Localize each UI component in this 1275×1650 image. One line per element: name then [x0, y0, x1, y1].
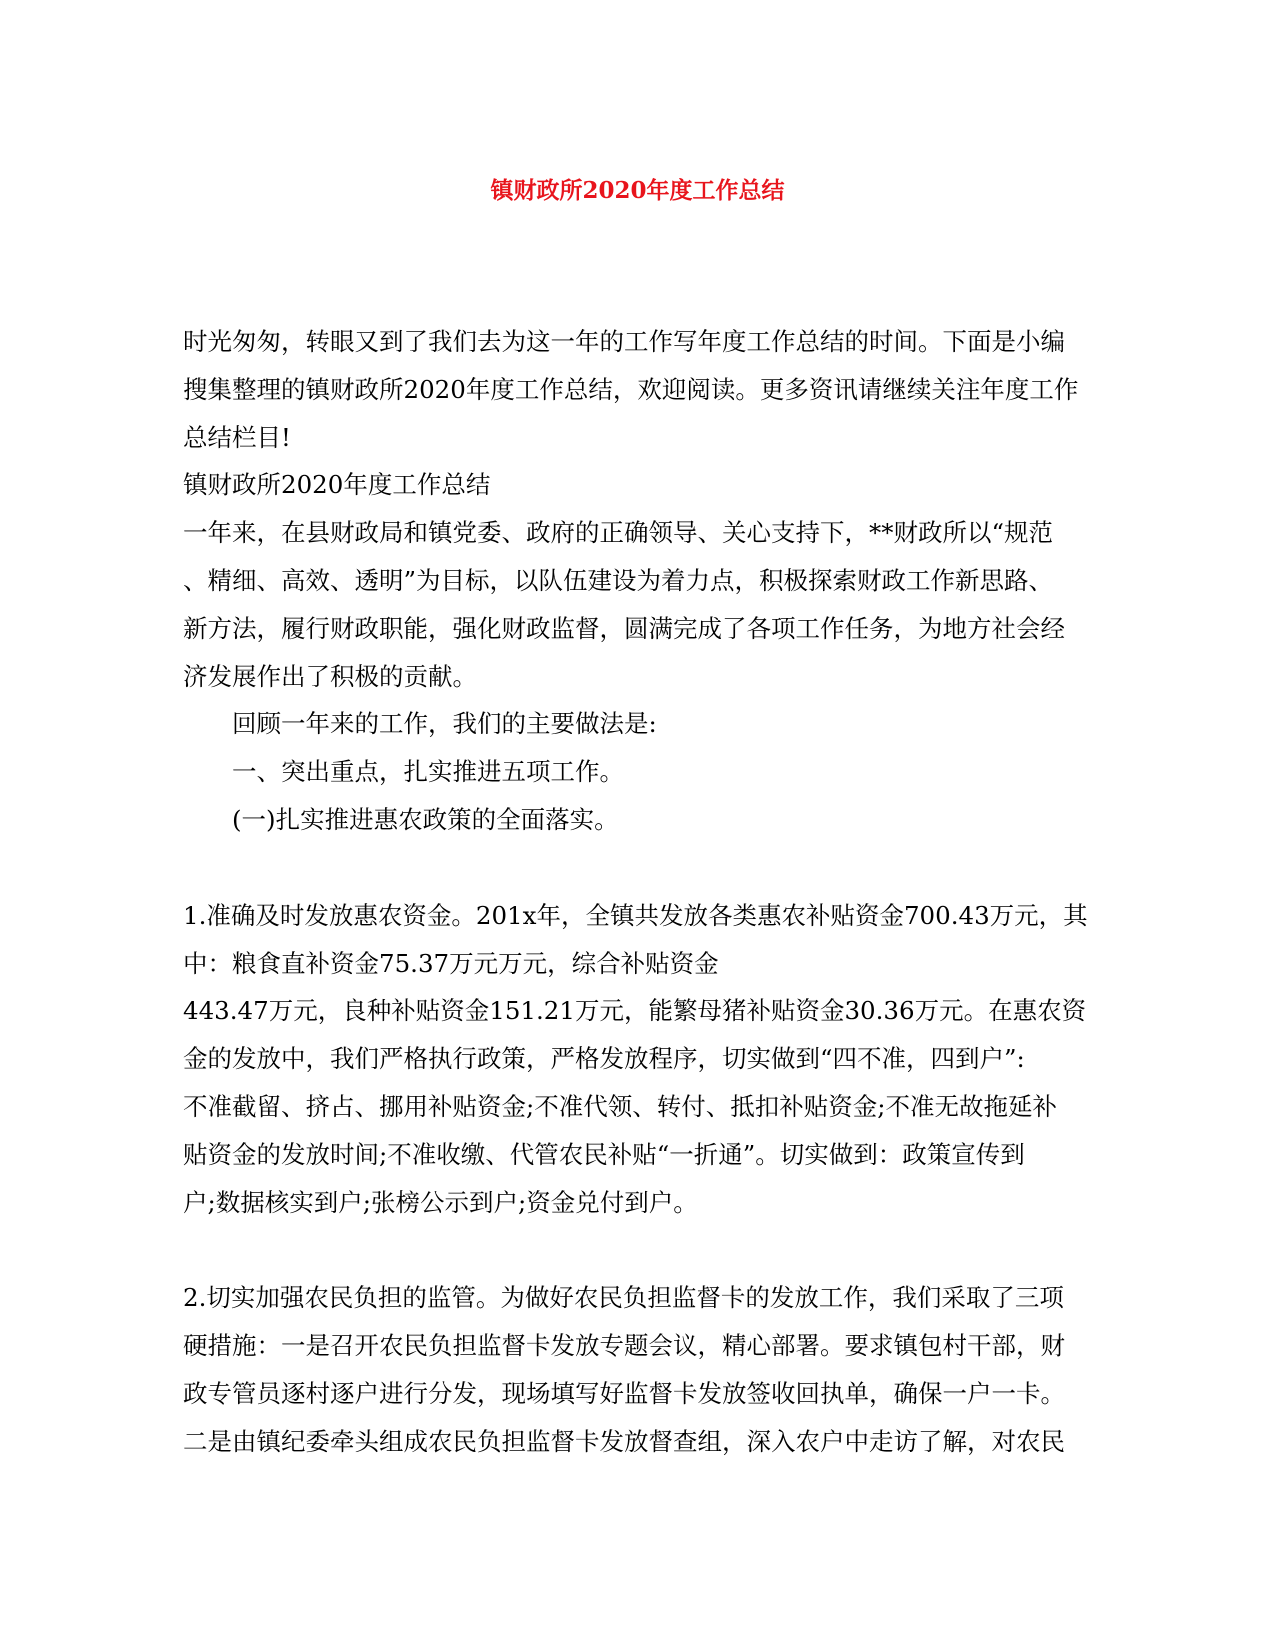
text-line: 中：粮食直补资金75.37万元万元，综合补贴资金 [183, 948, 719, 978]
text-line: 总结栏目! [183, 422, 291, 452]
text-line: 贴资金的发放时间;不准收缴、代管农民补贴“一折通”。切实做到：政策宣传到 [183, 1139, 1025, 1169]
page-title: 镇财政所2020年度工作总结 [490, 177, 785, 204]
text-line: 新方法，履行财政职能，强化财政监督，圆满完成了各项工作任务，为地方社会经 [183, 613, 1065, 643]
heading-1: 一、突出重点，扎实推进五项工作。 [232, 757, 624, 787]
text-line: 1.准确及时发放惠农资金。201x年，全镇共发放各类惠农补贴资金700.43万元，其 [183, 900, 1088, 930]
text-line: 一年来，在县财政局和镇党委、政府的正确领导、关心支持下，**财政所以“规范 [183, 518, 1054, 548]
text-line: 443.47万元，良种补贴资金151.21万元，能繁母猪补贴资金30.36万元。在惠农资 [183, 996, 1087, 1026]
text-line: 户;数据核实到户;张榜公示到户;资金兑付到户。 [183, 1187, 698, 1217]
paragraph-gap [183, 844, 1088, 892]
text-line: 硬措施：一是召开农民负担监督卡发放专题会议，精心部署。要求镇包村干部，财 [183, 1331, 1065, 1361]
document-body [183, 318, 1088, 1466]
summary-paragraph [183, 509, 1088, 700]
text-line: 政专管员逐村逐户进行分发，现场填写好监督卡发放签收回执单，确保一户一卡。 [183, 1378, 1065, 1408]
text-line: 不准截留、挤占、挪用补贴资金;不准代领、转付、抵扣补贴资金;不准无故拖延补 [183, 1091, 1058, 1121]
intro-paragraph [183, 318, 1088, 509]
text-line: 搜集整理的镇财政所2020年度工作总结，欢迎阅读。更多资讯请继续关注年度工作 [183, 374, 1079, 404]
section-headings [183, 700, 1088, 843]
heading-1-1: (一)扎实推进惠农政策的全面落实。 [232, 804, 619, 834]
text-line: 济发展作出了积极的贡献。 [183, 661, 477, 691]
text-line: 时光匆匆，转眼又到了我们去为这一年的工作写年度工作总结的时间。下面是小编 [183, 327, 1065, 356]
text-line: 、精细、高效、透明”为目标，以队伍建设为着力点，积极探索财政工作新思路、 [183, 565, 1054, 595]
item-2-paragraph [183, 1274, 1088, 1465]
review-line: 回顾一年来的工作，我们的主要做法是: [232, 709, 657, 739]
paragraph-gap [183, 1226, 1088, 1274]
text-line: 2.切实加强农民负担的监管。为做好农民负担监督卡的发放工作，我们采取了三项 [183, 1283, 1064, 1313]
item-1-paragraph [183, 892, 1088, 1227]
text-line: 金的发放中，我们严格执行政策，严格发放程序，切实做到“四不准，四到户”: [183, 1044, 1025, 1074]
document-subtitle: 镇财政所2020年度工作总结 [183, 470, 491, 500]
text-line: 二是由镇纪委牵头组成农民负担监督卡发放督查组，深入农户中走访了解，对农民 [183, 1426, 1065, 1456]
